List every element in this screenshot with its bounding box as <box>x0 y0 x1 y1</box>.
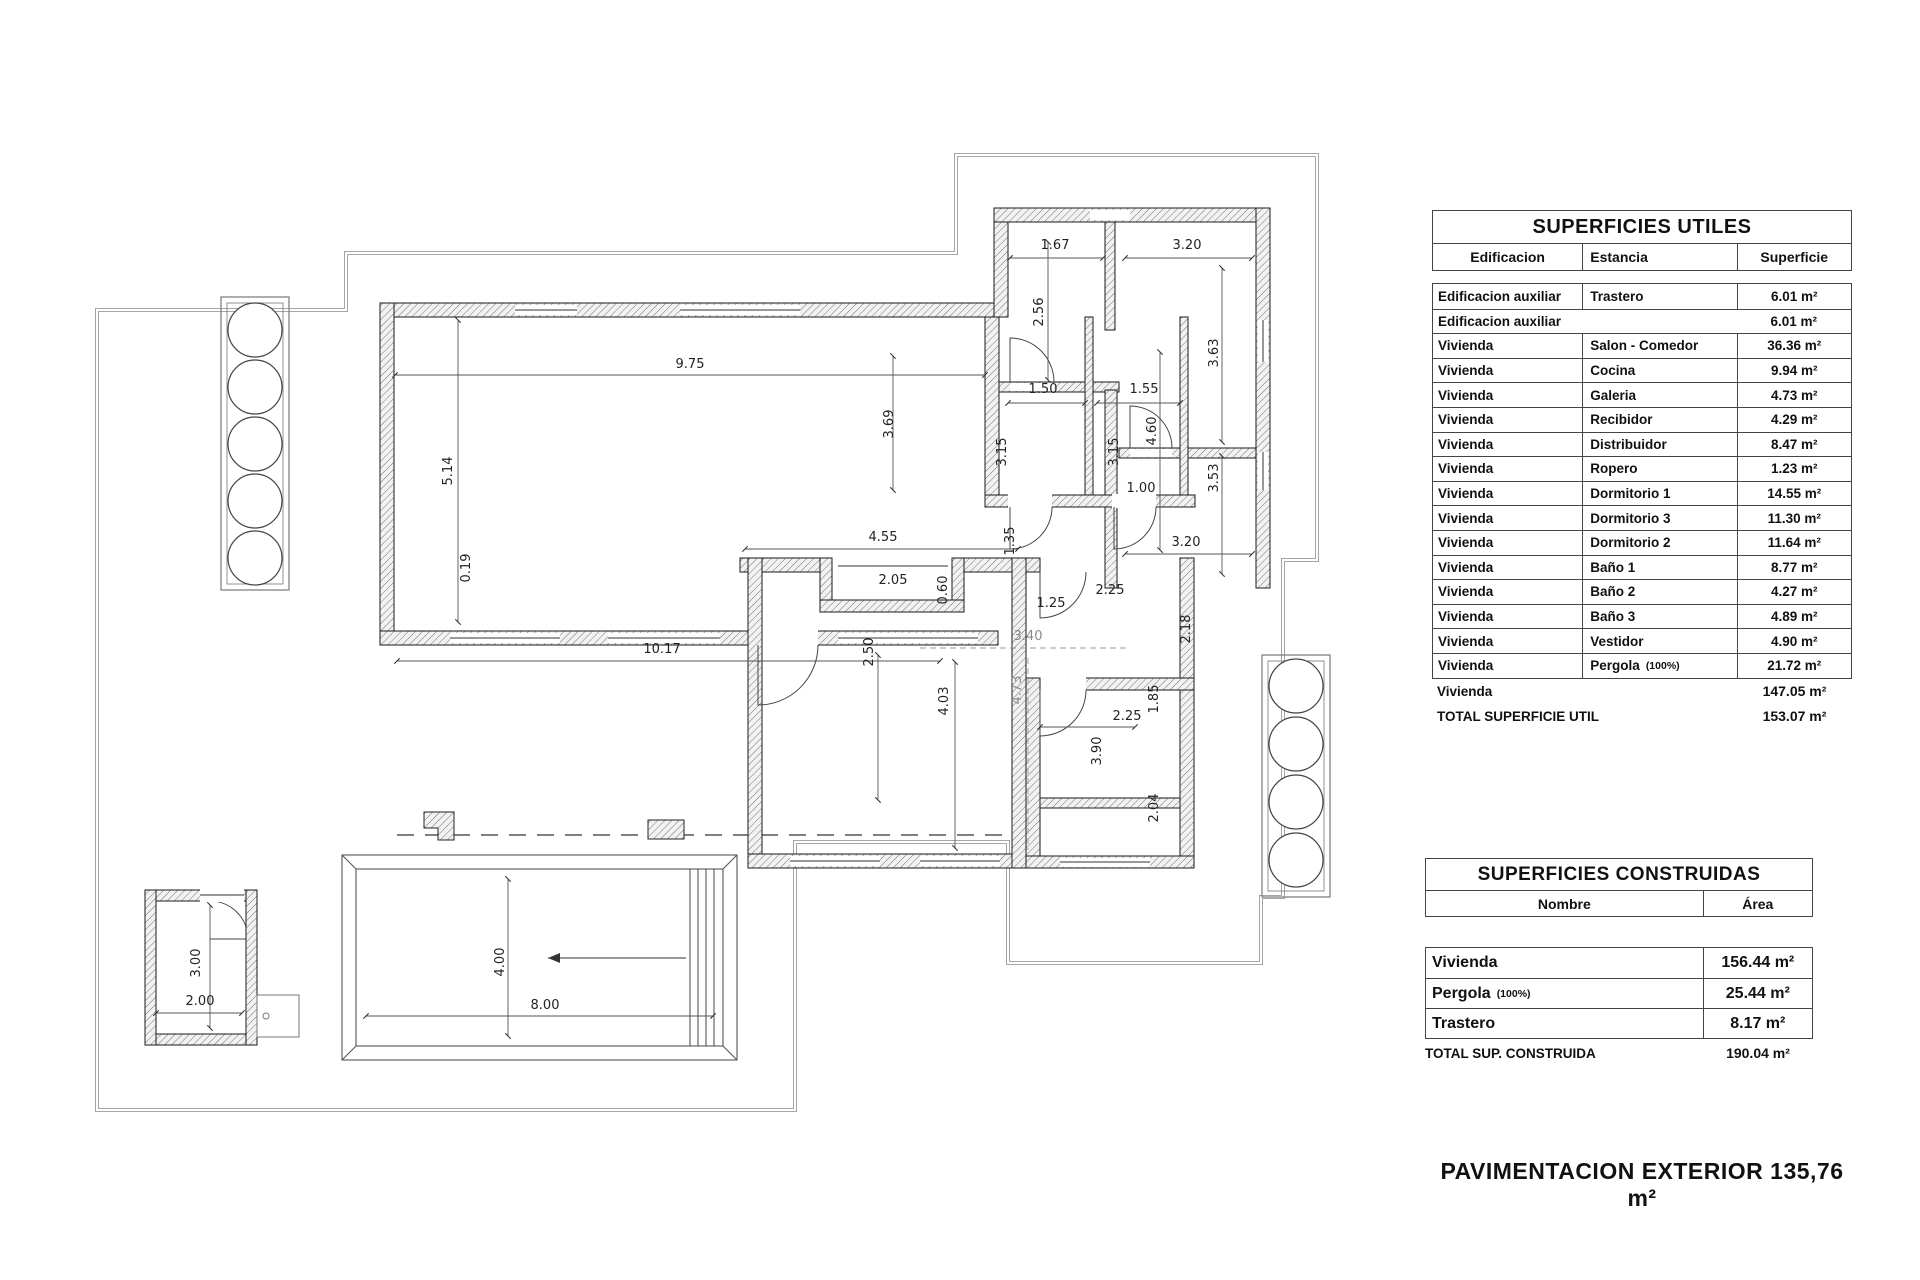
cell-edificacion: Vivienda <box>1438 486 1494 502</box>
planter-left <box>221 297 289 590</box>
cell-edificacion: Vivienda <box>1438 461 1494 477</box>
pergola-line <box>397 812 1026 840</box>
cell-estancia: Dormitorio 3 <box>1582 506 1736 530</box>
dimension-label: 4.60 <box>1145 416 1160 446</box>
dimension-label: 3.15 <box>1107 437 1122 467</box>
pool <box>342 855 737 1060</box>
dimension-label: 8.00 <box>530 998 560 1013</box>
door-arc <box>1010 338 1054 382</box>
dimension-label: 3.90 <box>1090 736 1105 766</box>
table-row <box>1433 628 1851 653</box>
cell-estancia: Baño 1 <box>1582 556 1736 580</box>
cell-nombre: Vivienda <box>1432 954 1498 971</box>
cell-edificacion: Vivienda <box>1438 510 1494 526</box>
door-arc <box>758 645 818 705</box>
cell-note: (100%) <box>1496 987 1531 1000</box>
dimension-label: 0.60 <box>936 575 951 605</box>
cell-estancia: Pergola (100%) <box>1582 654 1736 678</box>
cell-estancia: Trastero <box>1582 284 1736 309</box>
table-row <box>1426 948 1812 978</box>
cell-estancia: Cocina <box>1582 359 1736 383</box>
cell-superficie: 8.47 m² <box>1737 433 1851 457</box>
cell-edificacion: Vivienda <box>1438 363 1494 379</box>
planter-right <box>1262 655 1330 897</box>
cell-area: 8.17 m² <box>1703 1009 1812 1038</box>
tree-circle <box>1269 833 1323 887</box>
cell-estancia: Dormitorio 1 <box>1582 482 1736 506</box>
cell-superficie: 6.01 m² <box>1770 313 1818 329</box>
table-row <box>1433 530 1851 555</box>
dimension-label: 2.04 <box>1147 793 1162 823</box>
dimension-label: 1.50 <box>1028 382 1058 397</box>
door-arc <box>1040 690 1086 736</box>
dimension-label: 1.67 <box>1040 238 1070 253</box>
dimension-label: 3.20 <box>1171 535 1201 550</box>
cell-superficie: 4.73 m² <box>1737 383 1851 407</box>
dimension-label: 4.00 <box>493 947 508 977</box>
dimension-label: 1.55 <box>1129 382 1159 397</box>
table-row <box>1433 653 1851 678</box>
cell-superficie: 4.27 m² <box>1737 580 1851 604</box>
table-row <box>1433 284 1851 309</box>
dimension-label: 1.00 <box>1126 481 1156 496</box>
dimension-label: 3.20 <box>1172 238 1202 253</box>
dimension-label: 3.53 <box>1207 463 1222 493</box>
cell-superficie: 4.29 m² <box>1737 408 1851 432</box>
col-header-superficie: Superficie <box>1737 244 1851 270</box>
cell-area: 156.44 m² <box>1703 948 1812 978</box>
cell-estancia: Distribuidor <box>1582 433 1736 457</box>
dimension-label: 3.00 <box>189 948 204 978</box>
cell-estancia: Salon - Comedor <box>1582 334 1736 358</box>
table-superficies-utiles <box>1432 210 1852 729</box>
cell-edificacion: Edificacion auxiliar <box>1438 288 1562 304</box>
table-row <box>1433 333 1851 358</box>
cell-estancia: Baño 2 <box>1582 580 1736 604</box>
table-row <box>1426 1008 1812 1038</box>
cell-edificacion: Edificacion auxiliar <box>1438 313 1562 329</box>
cell-estancia: Ropero <box>1582 457 1736 481</box>
dimension-label: 4.73 <box>1010 675 1025 705</box>
door-arc <box>210 901 248 939</box>
dimension-label: 3.15 <box>995 437 1010 467</box>
dimension-label: 2.56 <box>1032 297 1047 327</box>
cell-estancia: Dormitorio 2 <box>1582 531 1736 555</box>
tree-circle <box>1269 717 1323 771</box>
cell-estancia: Galeria <box>1582 383 1736 407</box>
dimension-label: 0.19 <box>459 553 474 583</box>
table-row <box>1433 407 1851 432</box>
table-row <box>1433 309 1851 334</box>
dimension-label: 2.00 <box>185 994 215 1009</box>
cell-estancia: Vestidor <box>1582 629 1736 653</box>
pergola-post <box>424 812 454 840</box>
cell-superficie: 9.94 m² <box>1737 359 1851 383</box>
table-row <box>1433 604 1851 629</box>
table-utiles-rows <box>1432 283 1852 679</box>
tree-circle <box>228 303 282 357</box>
tree-circle <box>228 360 282 414</box>
dimension-label: 5.14 <box>441 456 456 486</box>
dimension-label: 2.50 <box>862 637 877 667</box>
col-header-estancia: Estancia <box>1582 244 1736 270</box>
table-row <box>1433 505 1851 530</box>
cell-estancia: Baño 3 <box>1582 605 1736 629</box>
pool-arrow <box>548 953 686 963</box>
summary-row <box>1432 679 1852 704</box>
table-row <box>1433 481 1851 506</box>
pergola-post <box>648 820 684 839</box>
cell-superficie: 11.64 m² <box>1737 531 1851 555</box>
cell-superficie: 6.01 m² <box>1737 284 1851 309</box>
table-row <box>1433 579 1851 604</box>
table-row <box>1433 555 1851 580</box>
cell-edificacion: Vivienda <box>1438 535 1494 551</box>
table-construidas-total <box>1425 1039 1813 1067</box>
dimension-label: 9.75 <box>675 357 705 372</box>
cell-superficie: 21.72 m² <box>1737 654 1851 678</box>
cell-nombre: Trastero <box>1432 1014 1496 1032</box>
dimension-label: 4.55 <box>868 530 898 545</box>
pavimentacion-note: PAVIMENTACION EXTERIOR 135,76 m² <box>1440 1158 1844 1211</box>
tree-circle <box>228 531 282 585</box>
table-row <box>1433 358 1851 383</box>
col-header-area: Área <box>1703 891 1812 916</box>
dimension-label: 2.25 <box>1112 709 1142 724</box>
cell-superficie: 36.36 m² <box>1737 334 1851 358</box>
cell-edificacion: Vivienda <box>1438 338 1494 354</box>
cell-edificacion: Vivienda <box>1438 633 1494 649</box>
pool-steps <box>690 869 714 1046</box>
table-construidas-header <box>1425 891 1813 917</box>
cell-superficie: 11.30 m² <box>1737 506 1851 530</box>
cell-estancia: Recibidor <box>1582 408 1736 432</box>
cell-superficie: 1.23 m² <box>1737 457 1851 481</box>
cell-superficie: 14.55 m² <box>1737 482 1851 506</box>
dimension-label: 1.35 <box>1003 526 1018 556</box>
trastero-building <box>145 889 299 1045</box>
table-row <box>1433 382 1851 407</box>
summary-value: 147.05 m² <box>1762 683 1827 699</box>
cell-superficie: 8.77 m² <box>1737 556 1851 580</box>
cell-edificacion: Vivienda <box>1438 387 1494 403</box>
cell-nombre: Pergola (100%) <box>1432 984 1531 1002</box>
cell-superficie: 4.90 m² <box>1737 629 1851 653</box>
table-construidas-rows <box>1425 947 1813 1039</box>
total-construida-value: 190.04 m² <box>1726 1045 1790 1061</box>
table-utiles-summary <box>1432 679 1852 729</box>
col-header-edificacion: Edificacion <box>1470 249 1545 265</box>
table-row <box>1433 456 1851 481</box>
tree-circle <box>1269 775 1323 829</box>
cell-superficie: 4.89 m² <box>1737 605 1851 629</box>
summary-label: Vivienda <box>1437 683 1493 699</box>
cell-edificacion: Vivienda <box>1438 584 1494 600</box>
dimension-label: 1.25 <box>1036 596 1066 611</box>
table-row <box>1433 432 1851 457</box>
col-header-nombre: Nombre <box>1537 895 1591 912</box>
tree-circle <box>228 417 282 471</box>
house-walls <box>380 208 1270 868</box>
cell-note: (100%) <box>1645 659 1680 672</box>
total-construida-label: TOTAL SUP. CONSTRUIDA <box>1425 1045 1596 1061</box>
summary-label: TOTAL SUPERFICIE UTIL <box>1437 708 1600 724</box>
dimension-label: 3.69 <box>882 409 897 439</box>
tree-circle <box>228 474 282 528</box>
door-arc <box>1114 507 1156 549</box>
dimension-label: 3.63 <box>1207 338 1222 368</box>
cell-edificacion: Vivienda <box>1438 658 1494 674</box>
table-row <box>1426 978 1812 1008</box>
cell-edificacion: Vivienda <box>1438 559 1494 575</box>
table-construidas-title: SUPERFICIES CONSTRUIDAS <box>1425 858 1813 891</box>
door-arc <box>1040 572 1086 618</box>
table-superficies-construidas <box>1425 858 1813 1067</box>
table-utiles-header <box>1432 244 1852 271</box>
summary-row <box>1432 704 1852 729</box>
summary-value: 153.07 m² <box>1762 708 1827 724</box>
dimension-label: 4.03 <box>937 686 952 716</box>
cell-edificacion: Vivienda <box>1438 412 1494 428</box>
dimension-label: 2.25 <box>1095 583 1125 598</box>
dimension-labels <box>186 238 1222 1013</box>
dimension-label: 3.40 <box>1013 629 1043 644</box>
tree-circle <box>1269 659 1323 713</box>
dimension-label: 2.18 <box>1179 614 1194 644</box>
cell-edificacion: Vivienda <box>1438 436 1494 452</box>
cell-edificacion: Vivienda <box>1438 609 1494 625</box>
dimension-label: 2.05 <box>878 573 908 588</box>
dimension-label: 1.85 <box>1147 684 1162 714</box>
dimension-label: 10.17 <box>643 642 681 657</box>
cell-area: 25.44 m² <box>1703 979 1812 1008</box>
table-utiles-title: SUPERFICIES UTILES <box>1432 210 1852 244</box>
